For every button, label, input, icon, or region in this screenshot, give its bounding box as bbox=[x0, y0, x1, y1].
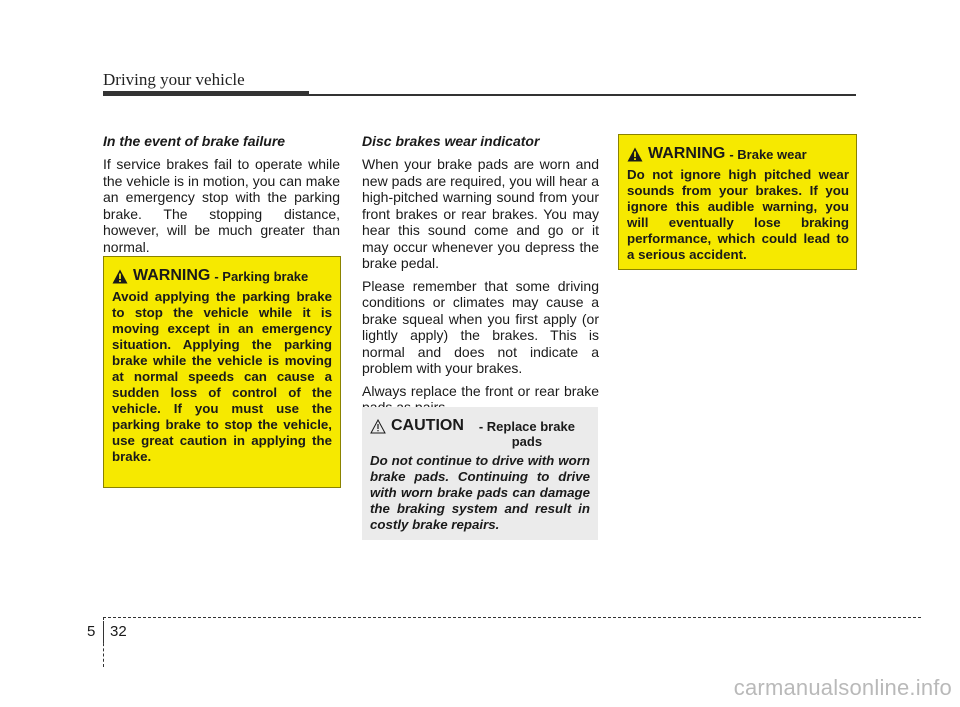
column-left bbox=[103, 133, 340, 261]
warning-topic: - Brake wear bbox=[729, 147, 807, 162]
page-header-title: Driving your vehicle bbox=[103, 70, 245, 89]
warning-box-brake-wear bbox=[618, 134, 857, 270]
paragraph-brake-failure: If service brakes fail to operate while the vehicle is in motion, you can make an emergency stop with the parking brake. The stopping distance, however, will be much greater than normal. bbox=[103, 156, 340, 255]
caution-box-replace-pads bbox=[362, 407, 598, 540]
caution-topic: - Replace brake pads bbox=[478, 419, 575, 449]
paragraph-brake-squeal: Please remember that some driving conditions or climates may cause a brake squeal when you first apply (or lightly apply) the brakes. This is normal and does not indicate a problem with your brakes. bbox=[362, 277, 599, 376]
section-heading-brake-failure: In the event of brake failure bbox=[103, 133, 286, 149]
paragraph-replace-pairs: Always replace the front or rear brake bbox=[362, 382, 599, 399]
warning-heading bbox=[627, 145, 849, 163]
caution-text-replace-pads: Do not continue to drive with worn brake pads. Continuing to drive with worn brake pads can damage the braking system and result in costly brake repairs. bbox=[370, 453, 590, 532]
watermark: carmanualsonline.info bbox=[733, 675, 952, 700]
warning-label: WARNING bbox=[133, 267, 211, 284]
warning-heading bbox=[112, 267, 332, 285]
header-rule-accent bbox=[103, 91, 309, 96]
warning-label: WARNING bbox=[648, 145, 726, 162]
footer-rule bbox=[103, 617, 921, 618]
warning-triangle-icon bbox=[627, 147, 643, 162]
caution-label: CAUTION bbox=[391, 417, 464, 434]
footer-divider bbox=[103, 621, 104, 643]
chapter-number: 5 bbox=[87, 623, 96, 640]
warning-topic: - Parking brake bbox=[214, 269, 309, 284]
column-middle bbox=[362, 133, 599, 422]
warning-triangle-icon bbox=[112, 269, 128, 284]
page-number: 32 bbox=[110, 623, 127, 640]
warning-text-parking-brake: Avoid applying the parking brake to stop the vehicle while it is moving except in an emergency situation. Applying the parking brake while the vehicle is moving at normal speeds can cause a sudden loss of control of the vehicle. If you must use the parking brake to stop the vehicle, use great caution in applying the brake. bbox=[112, 289, 332, 464]
section-heading-disc-brakes: Disc brakes wear indicator bbox=[362, 133, 540, 149]
warning-box-parking-brake bbox=[103, 256, 341, 488]
paragraph-wear-sound: When your brake pads are worn and new pads are required, you will hear a high-pitched warning sound from your front brakes or rear brakes. You may hear this sound come and go or it may occur whenever you depress the brake pedal. bbox=[362, 156, 599, 271]
warning-text-brake-wear: Do not ignore high pitched wear sounds from your brakes. If you ignore this audible warning, you will eventually lose braking performance, which could lead to a serious accident. bbox=[627, 167, 849, 262]
caution-triangle-icon bbox=[370, 419, 386, 434]
caution-heading bbox=[370, 417, 590, 449]
